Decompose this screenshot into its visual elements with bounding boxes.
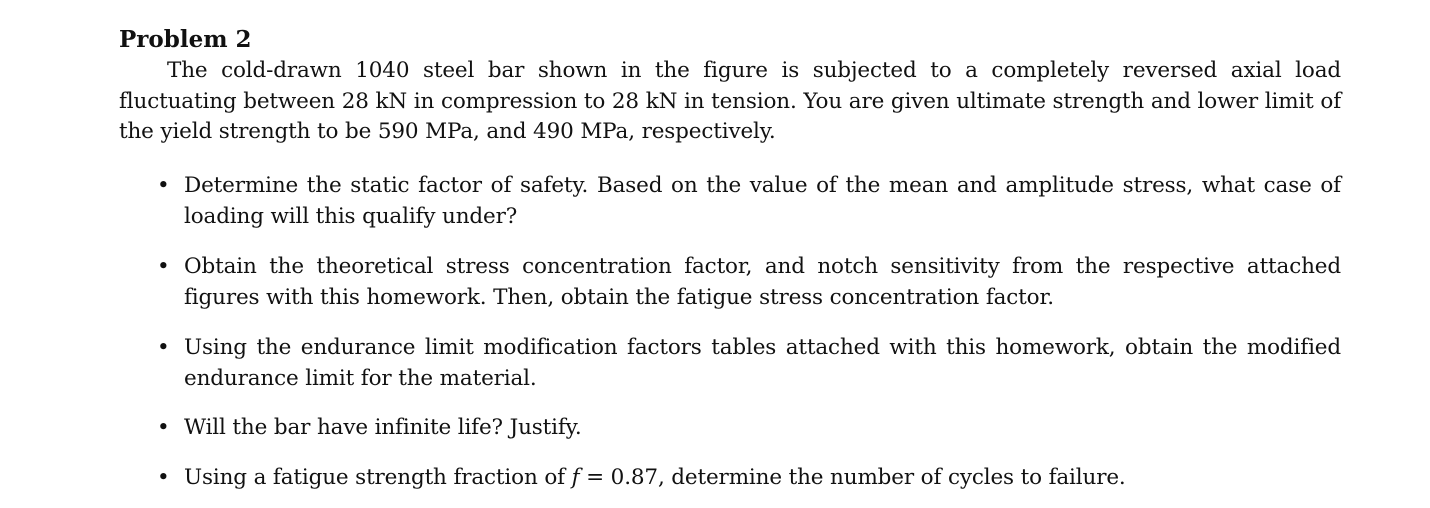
bullet-icon: • bbox=[157, 173, 170, 198]
math-variable: f bbox=[571, 464, 580, 490]
bullet-icon: • bbox=[157, 464, 170, 490]
bullet-icon: • bbox=[157, 254, 170, 279]
task-list bbox=[155, 171, 1341, 493]
task-text: Determine the static factor of safety. Based on the value of the mean and amplitude stress, what case of loading will this qualify under? bbox=[184, 173, 1341, 229]
task-text: Will the bar have infinite life? Justify. bbox=[184, 415, 582, 440]
bullet-icon: • bbox=[157, 415, 170, 440]
task-text-suffix: = 0.87, determine the number of cycles to failure. bbox=[579, 464, 1126, 490]
task-text: Obtain the theoretical stress concentration factor, and notch sensitivity from the respective attached figures with this homework. Then, obtain the fatigue stress concentration factor. bbox=[184, 254, 1341, 310]
list-item bbox=[155, 333, 1341, 394]
list-item bbox=[155, 413, 1341, 444]
problem-statement: The cold-drawn 1040 steel bar shown in the figure is subjected to a completely reversed axial load fluctuating between 28 kN in compression to 28 kN in tension. You are given ultimate strength and lower limit of the yield strength to be 590 MPa, and 490 MPa, respectively. bbox=[119, 58, 1341, 144]
bullet-icon: • bbox=[157, 335, 170, 360]
list-item bbox=[155, 252, 1341, 313]
list-item bbox=[155, 171, 1341, 232]
task-text-prefix: Using a fatigue strength fraction of bbox=[184, 464, 572, 490]
list-item bbox=[155, 463, 1341, 494]
problem-title: Problem 2 bbox=[119, 26, 252, 53]
task-text: Using the endurance limit modification factors tables attached with this homework, obtain the modified endurance limit for the material. bbox=[184, 335, 1341, 391]
